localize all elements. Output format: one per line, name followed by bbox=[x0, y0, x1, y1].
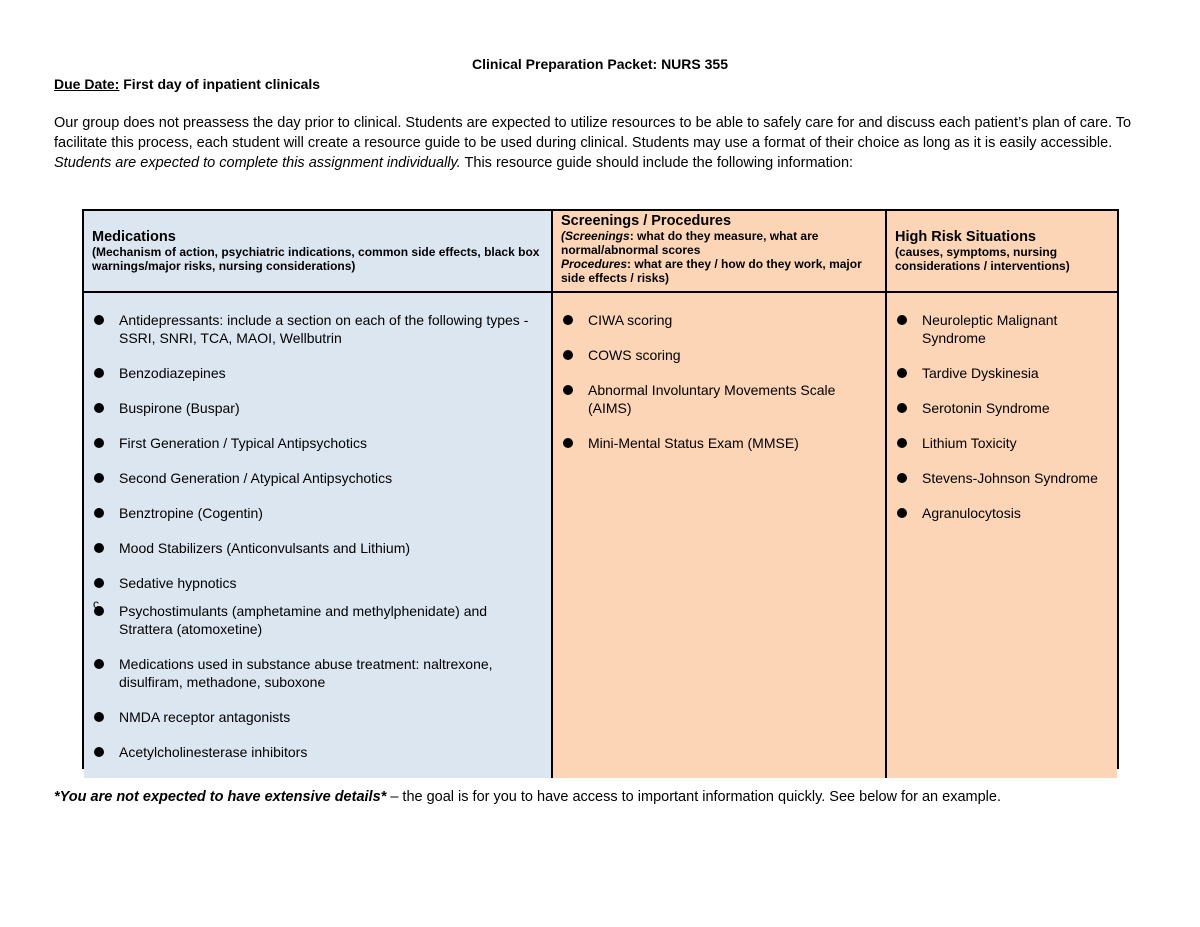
list-item: Tardive Dyskinesia bbox=[887, 364, 1117, 382]
intro-emphasis: Students are expected to complete this assignment individually. bbox=[54, 155, 461, 171]
list-item: CIWA scoring bbox=[553, 311, 885, 329]
bullet-icon bbox=[94, 712, 104, 722]
list-item: Neuroleptic Malignant Syndrome bbox=[887, 311, 1117, 347]
list-item: NMDA receptor antagonists bbox=[84, 708, 551, 726]
list-item: Mood Stabilizers (Anticonvulsants and Lithium) bbox=[84, 539, 551, 557]
bullet-icon bbox=[94, 403, 104, 413]
bullet-icon bbox=[94, 578, 104, 588]
due-date-line bbox=[54, 76, 320, 92]
list-item: Acetylcholinesterase inhibitors bbox=[84, 743, 551, 761]
list-item: Agranulocytosis bbox=[887, 504, 1117, 522]
bullet-icon bbox=[94, 368, 104, 378]
footer-note bbox=[54, 789, 1001, 805]
bullet-icon bbox=[94, 315, 104, 325]
bullet-icon bbox=[94, 508, 104, 518]
list-item: Psychostimulants (amphetamine and methylphenidate) and Strattera (atomoxetine) bbox=[84, 602, 551, 638]
bullet-icon bbox=[897, 473, 907, 483]
screenings-header bbox=[553, 211, 887, 293]
bullet-icon bbox=[897, 315, 907, 325]
high-risk-title: High Risk Situations bbox=[895, 229, 1036, 245]
bullet-icon bbox=[94, 543, 104, 553]
medications-body bbox=[84, 293, 553, 778]
medications-subtitle: (Mechanism of action, psychiatric indications, common side effects, black box warnings/major risks, nursing considerations) bbox=[92, 245, 540, 273]
bullet-icon bbox=[897, 508, 907, 518]
list-item: First Generation / Typical Antipsychotics bbox=[84, 434, 551, 452]
footer-emphasis: *You are not expected to have extensive details* bbox=[54, 789, 387, 805]
screenings-line1-label: (Screenings bbox=[561, 229, 630, 243]
screenings-list bbox=[553, 293, 885, 452]
bullet-icon bbox=[94, 747, 104, 757]
list-item: Antidepressants: include a section on each of the following types - SSRI, SNRI, TCA, MAOI, Wellbutrin bbox=[84, 311, 551, 347]
due-date-value: First day of inpatient clinicals bbox=[119, 76, 321, 92]
medications-title: Medications bbox=[92, 229, 176, 245]
footer-text: – the goal is for you to have access to important information quickly. See below for an example. bbox=[386, 789, 1001, 805]
list-item: Sedative hypnotics bbox=[84, 574, 551, 592]
list-item: Benztropine (Cogentin) bbox=[84, 504, 551, 522]
bullet-icon bbox=[94, 438, 104, 448]
bullet-icon bbox=[563, 350, 573, 360]
screenings-line2-text: : what are they / how do they work, major side effects / risks) bbox=[561, 257, 862, 285]
screenings-subtitle bbox=[561, 229, 877, 285]
list-item: Serotonin Syndrome bbox=[887, 399, 1117, 417]
intro-text: Our group does not preassess the day prior to clinical. Students are expected to utilize resources to be able to safely care for and discuss each patient’s plan of care. To facilitate this process, each student will create a resource guide to be used during clinical. Students may use a format of their choice as long as it is easily accessible. bbox=[54, 115, 1132, 151]
page-title: Clinical Preparation Packet: NURS 355 bbox=[472, 56, 728, 72]
resource-table bbox=[82, 209, 1119, 769]
medications-header bbox=[84, 211, 553, 293]
medications-list bbox=[84, 293, 551, 761]
bullet-icon bbox=[563, 315, 573, 325]
due-date-label: Due Date: bbox=[54, 76, 120, 92]
high-risk-body bbox=[887, 293, 1117, 778]
high-risk-list bbox=[887, 293, 1117, 522]
screenings-line2-label: Procedures bbox=[561, 257, 628, 271]
list-item: COWS scoring bbox=[553, 346, 885, 364]
list-item: Abnormal Involuntary Movements Scale (AIMS) bbox=[553, 381, 885, 417]
high-risk-header bbox=[887, 211, 1117, 293]
screenings-title: Screenings / Procedures bbox=[561, 213, 732, 229]
bullet-icon bbox=[94, 659, 104, 669]
high-risk-subtitle: (causes, symptoms, nursing considerations / interventions) bbox=[895, 245, 1070, 273]
intro-tail: This resource guide should include the following information: bbox=[460, 155, 854, 171]
stray-character: c bbox=[93, 597, 99, 611]
list-item: Second Generation / Atypical Antipsychotics bbox=[84, 469, 551, 487]
list-item: Lithium Toxicity bbox=[887, 434, 1117, 452]
list-item: Stevens-Johnson Syndrome bbox=[887, 469, 1117, 487]
bullet-icon bbox=[897, 438, 907, 448]
list-item: Benzodiazepines bbox=[84, 364, 551, 382]
bullet-icon bbox=[563, 438, 573, 448]
bullet-icon bbox=[94, 473, 104, 483]
list-item: Mini-Mental Status Exam (MMSE) bbox=[553, 434, 885, 452]
bullet-icon bbox=[563, 385, 573, 395]
bullet-icon bbox=[897, 368, 907, 378]
bullet-icon bbox=[897, 403, 907, 413]
list-item: Buspirone (Buspar) bbox=[84, 399, 551, 417]
intro-paragraph bbox=[54, 113, 1146, 173]
list-item: Medications used in substance abuse treatment: naltrexone, disulfiram, methadone, suboxone bbox=[84, 655, 551, 691]
screenings-line1-text: : what do they measure, what are normal/abnormal scores bbox=[561, 229, 819, 257]
screenings-body bbox=[553, 293, 887, 778]
